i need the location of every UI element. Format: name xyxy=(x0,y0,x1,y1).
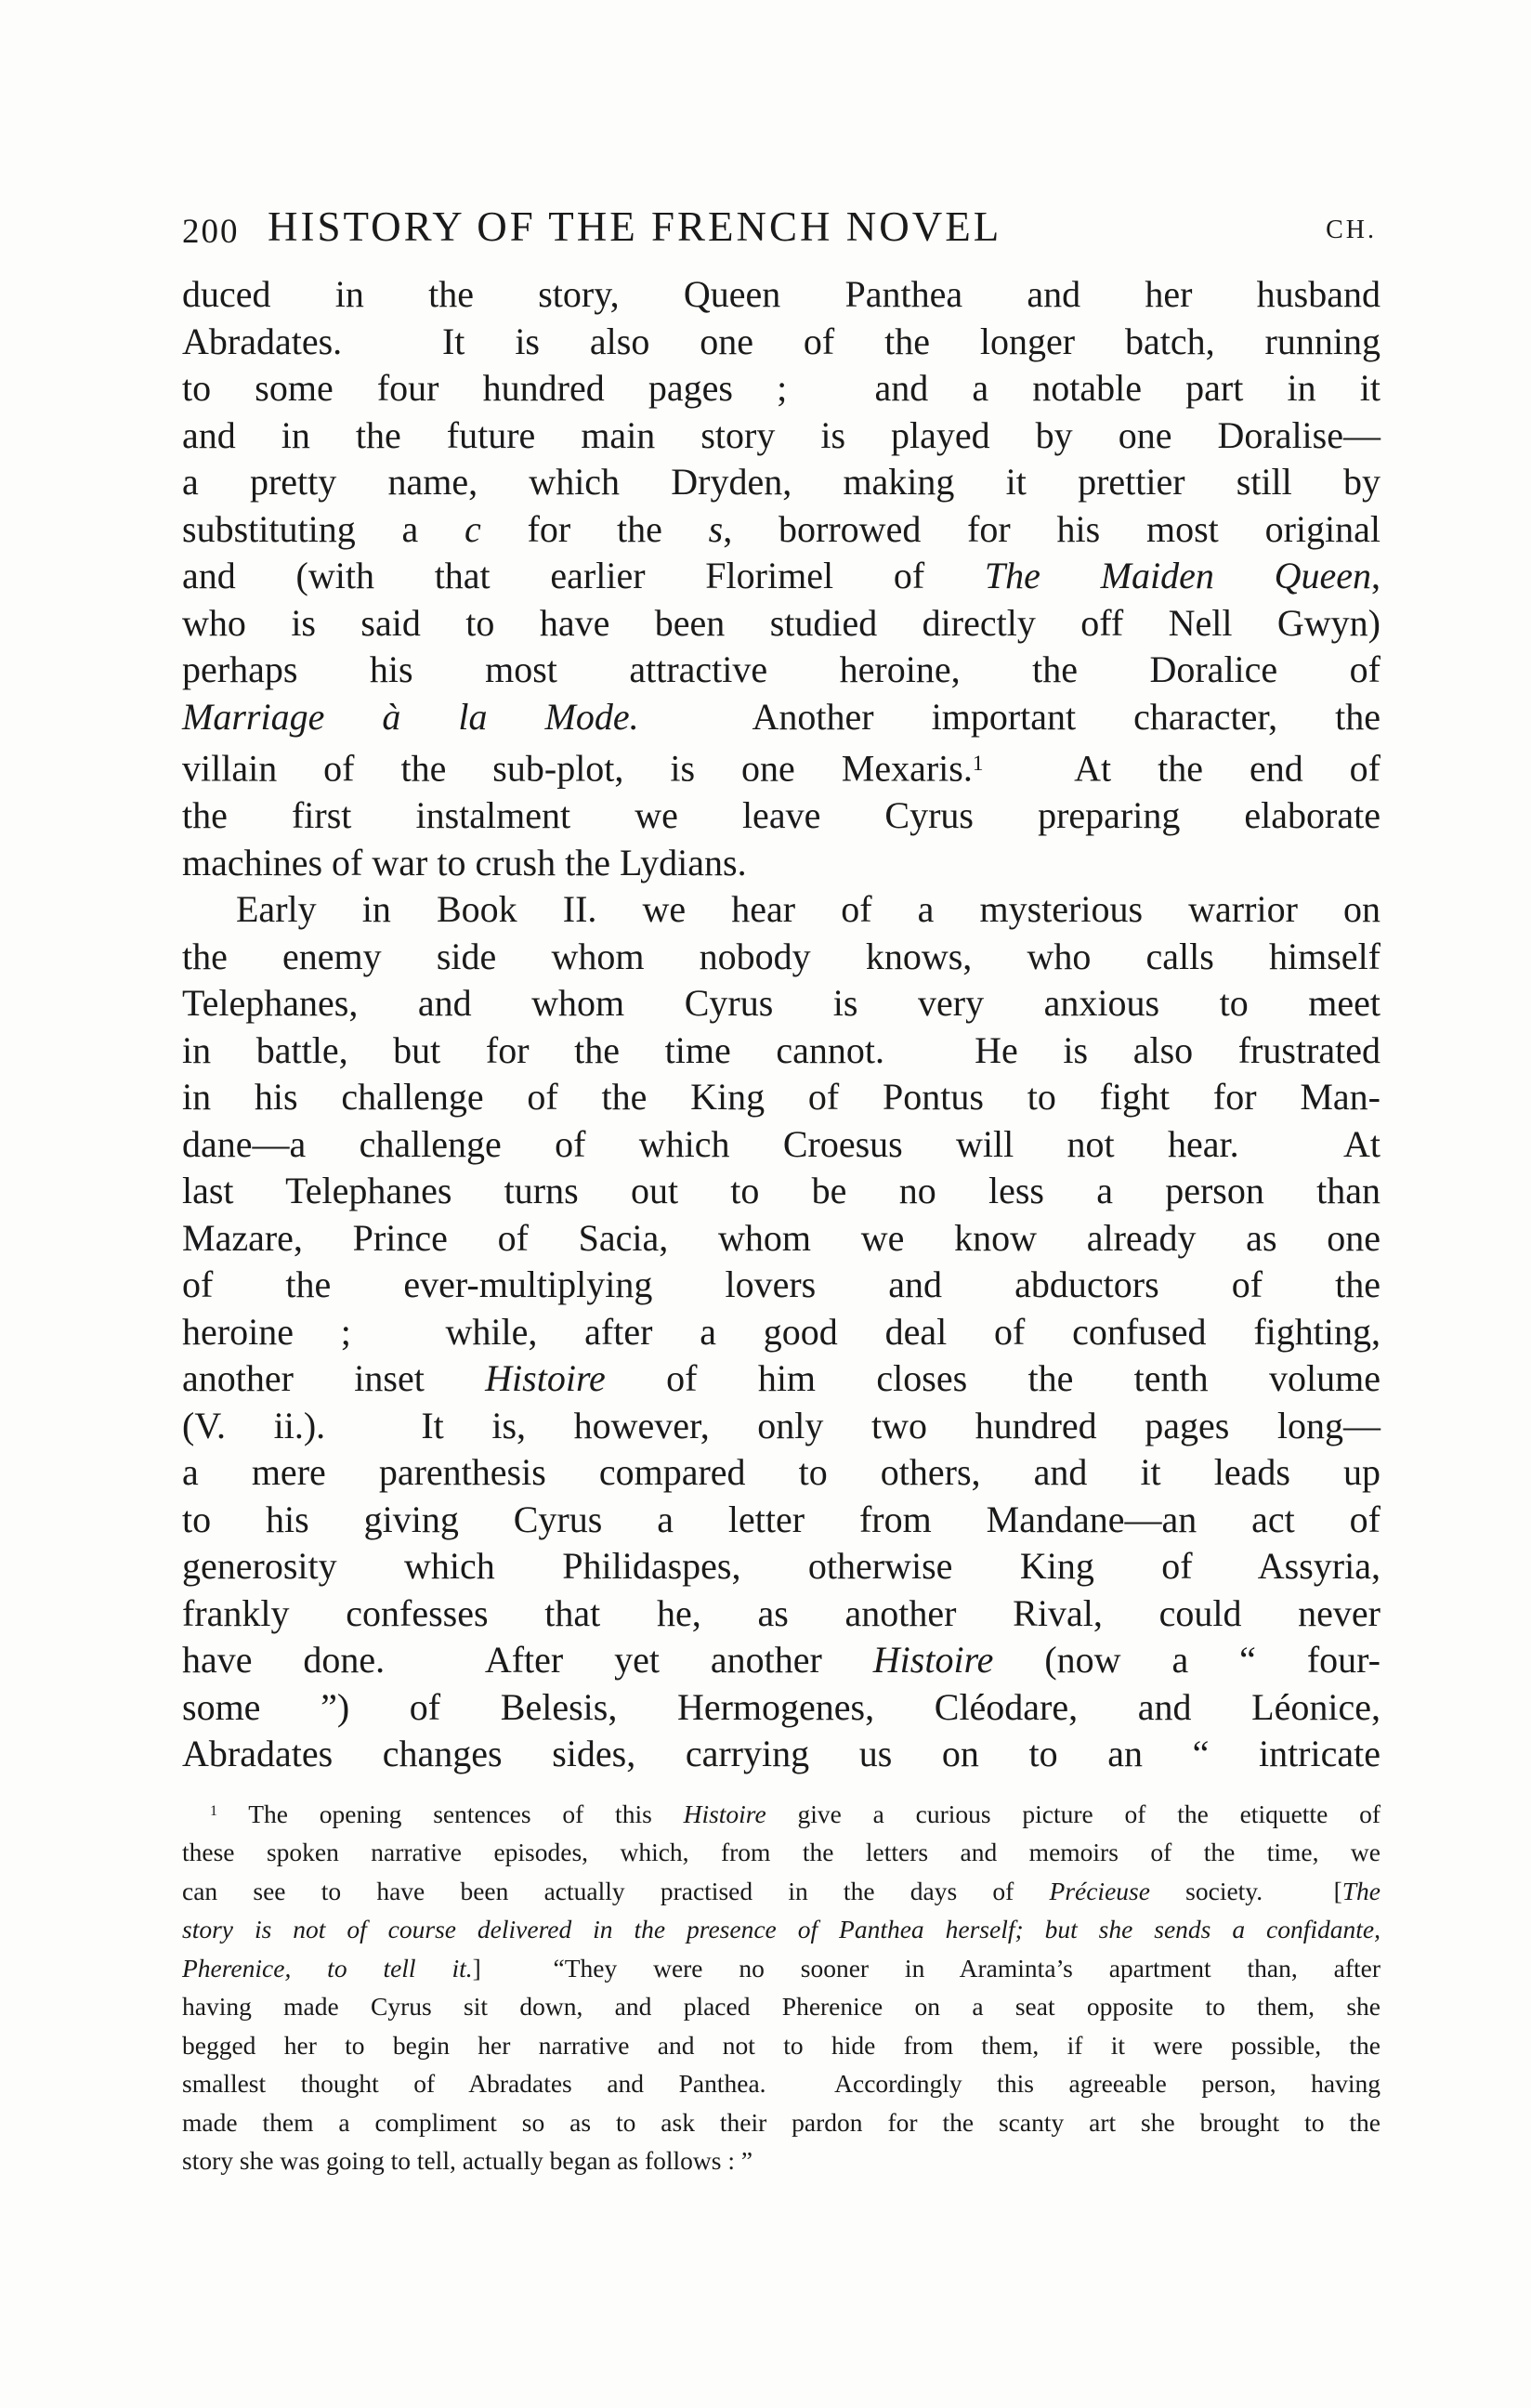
text-segment: The Maiden Queen xyxy=(984,555,1371,596)
text-segment: Telephanes, and whom Cyrus is very anxious to meet xyxy=(182,982,1381,1025)
text-line xyxy=(182,1497,1381,1544)
text-line xyxy=(182,840,1381,887)
text-segment: to some four hundred pages ; and a notable part in it xyxy=(182,367,1381,409)
text-line xyxy=(182,459,1381,506)
text-segment: the enemy side whom nobody knows, who calls himself xyxy=(182,935,1381,977)
footnote xyxy=(182,1792,1381,2180)
text-line xyxy=(182,1684,1381,1732)
text-line xyxy=(182,319,1381,366)
text-segment: , xyxy=(1371,555,1381,596)
text-line xyxy=(182,1168,1381,1215)
text-segment: c xyxy=(465,507,481,550)
text-line xyxy=(182,1403,1381,1450)
text-segment: generosity which Philidaspes, otherwise King of Assyria, xyxy=(182,1545,1381,1588)
text-line xyxy=(182,740,1381,792)
text-segment: in battle, but for the time cannot. He is also frustrated xyxy=(182,1028,1381,1071)
text-segment: The xyxy=(1341,1876,1381,1905)
text-segment: who is said to have been studied directly off Nell Gwyn) xyxy=(182,601,1381,644)
text-segment: another inset xyxy=(182,1357,486,1400)
text-line xyxy=(182,1833,1381,1872)
text-segment: frankly confesses that he, as another Rival, could never xyxy=(182,1591,1381,1634)
text-segment: to his giving Cyrus a letter from Mandane—an act of xyxy=(182,1498,1381,1540)
text-segment: for the xyxy=(480,507,709,550)
text-line xyxy=(182,1355,1381,1403)
text-segment: made them a compliment so as to ask their pardon for the scanty art she brought to the xyxy=(182,2107,1381,2137)
text-line xyxy=(182,886,1381,934)
text-line xyxy=(182,1262,1381,1309)
text-segment: machines of war to crush the Lydians. xyxy=(182,841,747,883)
text-segment: ] “They were no sooner in Araminta’s apartment than, after xyxy=(472,1953,1381,1983)
text-segment: have done. After yet another xyxy=(182,1639,873,1682)
text-segment: Précieuse xyxy=(1049,1876,1150,1905)
text-line xyxy=(182,980,1381,1027)
text-segment: can see to have been actually practised in the days of xyxy=(182,1876,1050,1905)
text-line xyxy=(182,1987,1381,2026)
text-line xyxy=(182,1637,1381,1684)
text-segment: Marriage à la Mode. xyxy=(182,695,639,738)
text-line xyxy=(182,1449,1381,1497)
text-segment: and in the future main story is played by one Doralise— xyxy=(182,413,1381,456)
text-line xyxy=(182,365,1381,412)
text-segment: these spoken narrative episodes, which, from the letters and memoirs of the time, we xyxy=(182,1838,1381,1867)
text-segment: substituting a xyxy=(182,507,465,550)
text-segment: At the end of xyxy=(983,747,1381,790)
text-line xyxy=(182,1543,1381,1590)
text-segment: having made Cyrus sit down, and placed Pherenice on a seat opposite to them, she xyxy=(182,1992,1381,2022)
text-line xyxy=(182,2026,1381,2065)
running-head xyxy=(182,203,1381,258)
text-segment: some ”) of Belesis, Hermogenes, Cléodare, and Léonice, xyxy=(182,1685,1381,1728)
text-segment: villain of the sub-plot, is one Mexaris. xyxy=(182,747,973,790)
chapter-label: CH. xyxy=(1326,216,1377,244)
text-segment: begged her to begin her narrative and not to hide from them, if it were possible, the xyxy=(182,2030,1381,2060)
text-segment: of him closes the tenth volume xyxy=(605,1357,1381,1400)
text-line xyxy=(182,792,1381,840)
text-line xyxy=(182,506,1381,554)
text-segment: dane—a challenge of which Croesus will not hear. At xyxy=(182,1122,1381,1165)
text-line xyxy=(182,600,1381,648)
text-segment: the first instalment we leave Cyrus preparing elaborate xyxy=(182,794,1381,837)
text-segment: duced in the story, Queen Panthea and her husband xyxy=(182,273,1381,315)
text-line xyxy=(182,1910,1381,1949)
text-line xyxy=(182,1590,1381,1638)
text-segment: heroine ; while, after a good deal of confused fighting, xyxy=(182,1310,1381,1353)
text-segment: in his challenge of the King of Pontus to fight for Man- xyxy=(182,1076,1381,1119)
text-segment: The opening sentences of this xyxy=(216,1799,684,1828)
footnote-reference: 1 xyxy=(210,1803,217,1819)
text-line xyxy=(182,1731,1381,1778)
text-line xyxy=(182,1309,1381,1356)
text-segment: Pherenice, to tell it. xyxy=(182,1953,473,1983)
page-title: HISTORY OF THE FRENCH NOVEL xyxy=(268,203,1002,250)
text-line xyxy=(182,2103,1381,2142)
text-segment: a pretty name, which Dryden, making it prettier still by xyxy=(182,461,1381,503)
text-segment: s xyxy=(708,507,724,550)
text-line xyxy=(182,2141,1381,2180)
text-segment: Abradates. It is also one of the longer batch, running xyxy=(182,320,1381,362)
text-segment: society. [ xyxy=(1149,1876,1342,1905)
text-segment: story she was going to tell, actually began as follows : ” xyxy=(182,2146,753,2176)
text-segment: perhaps his most attractive heroine, the Doralice of xyxy=(182,648,1381,690)
text-segment: (now a “ four- xyxy=(993,1639,1381,1682)
text-line xyxy=(182,1121,1381,1169)
text-line xyxy=(182,2064,1381,2103)
text-line xyxy=(182,1792,1381,1833)
text-segment: Histoire xyxy=(485,1357,606,1400)
text-segment: give a curious picture of the etiquette of xyxy=(766,1799,1381,1828)
text-segment: Another important character, the xyxy=(638,695,1381,738)
text-line xyxy=(182,1027,1381,1075)
text-line xyxy=(182,1872,1381,1911)
text-segment: of the ever-multiplying lovers and abductors of the xyxy=(182,1263,1381,1306)
text-segment: and (with that earlier Florimel of xyxy=(182,555,985,596)
text-segment: Histoire xyxy=(683,1799,766,1828)
text-line xyxy=(182,934,1381,981)
footnote-reference: 1 xyxy=(972,752,984,776)
text-segment: , borrowed for his most original xyxy=(723,507,1381,550)
text-line xyxy=(182,647,1381,694)
text-line xyxy=(182,412,1381,460)
text-segment: Abradates changes sides, carrying us on to an “ intricate xyxy=(182,1733,1381,1775)
text-line xyxy=(182,694,1381,741)
text-line xyxy=(182,1949,1381,1988)
text-segment: (V. ii.). It is, however, only two hundred pages long— xyxy=(182,1404,1381,1446)
text-line xyxy=(182,271,1381,319)
text-line xyxy=(182,553,1381,600)
body-text xyxy=(182,271,1381,1778)
text-segment: a mere parenthesis compared to others, and it leads up xyxy=(182,1451,1381,1494)
text-segment: last Telephanes turns out to be no less a person than xyxy=(182,1170,1381,1212)
page-number: 200 xyxy=(182,213,240,251)
text-line xyxy=(182,1215,1381,1263)
text-segment: smallest thought of Abradates and Panthea. Accordingly this agreeable person, having xyxy=(182,2069,1381,2099)
text-segment: Histoire xyxy=(872,1639,994,1682)
text-segment: Early in Book II. we hear of a mysterious warrior on xyxy=(236,888,1381,931)
text-segment: story is not of course delivered in the presence of Panthea herself; but she sends a confidante, xyxy=(182,1915,1381,1944)
text-segment: Mazare, Prince of Sacia, whom we know already as one xyxy=(182,1216,1381,1259)
text-line xyxy=(182,1074,1381,1121)
